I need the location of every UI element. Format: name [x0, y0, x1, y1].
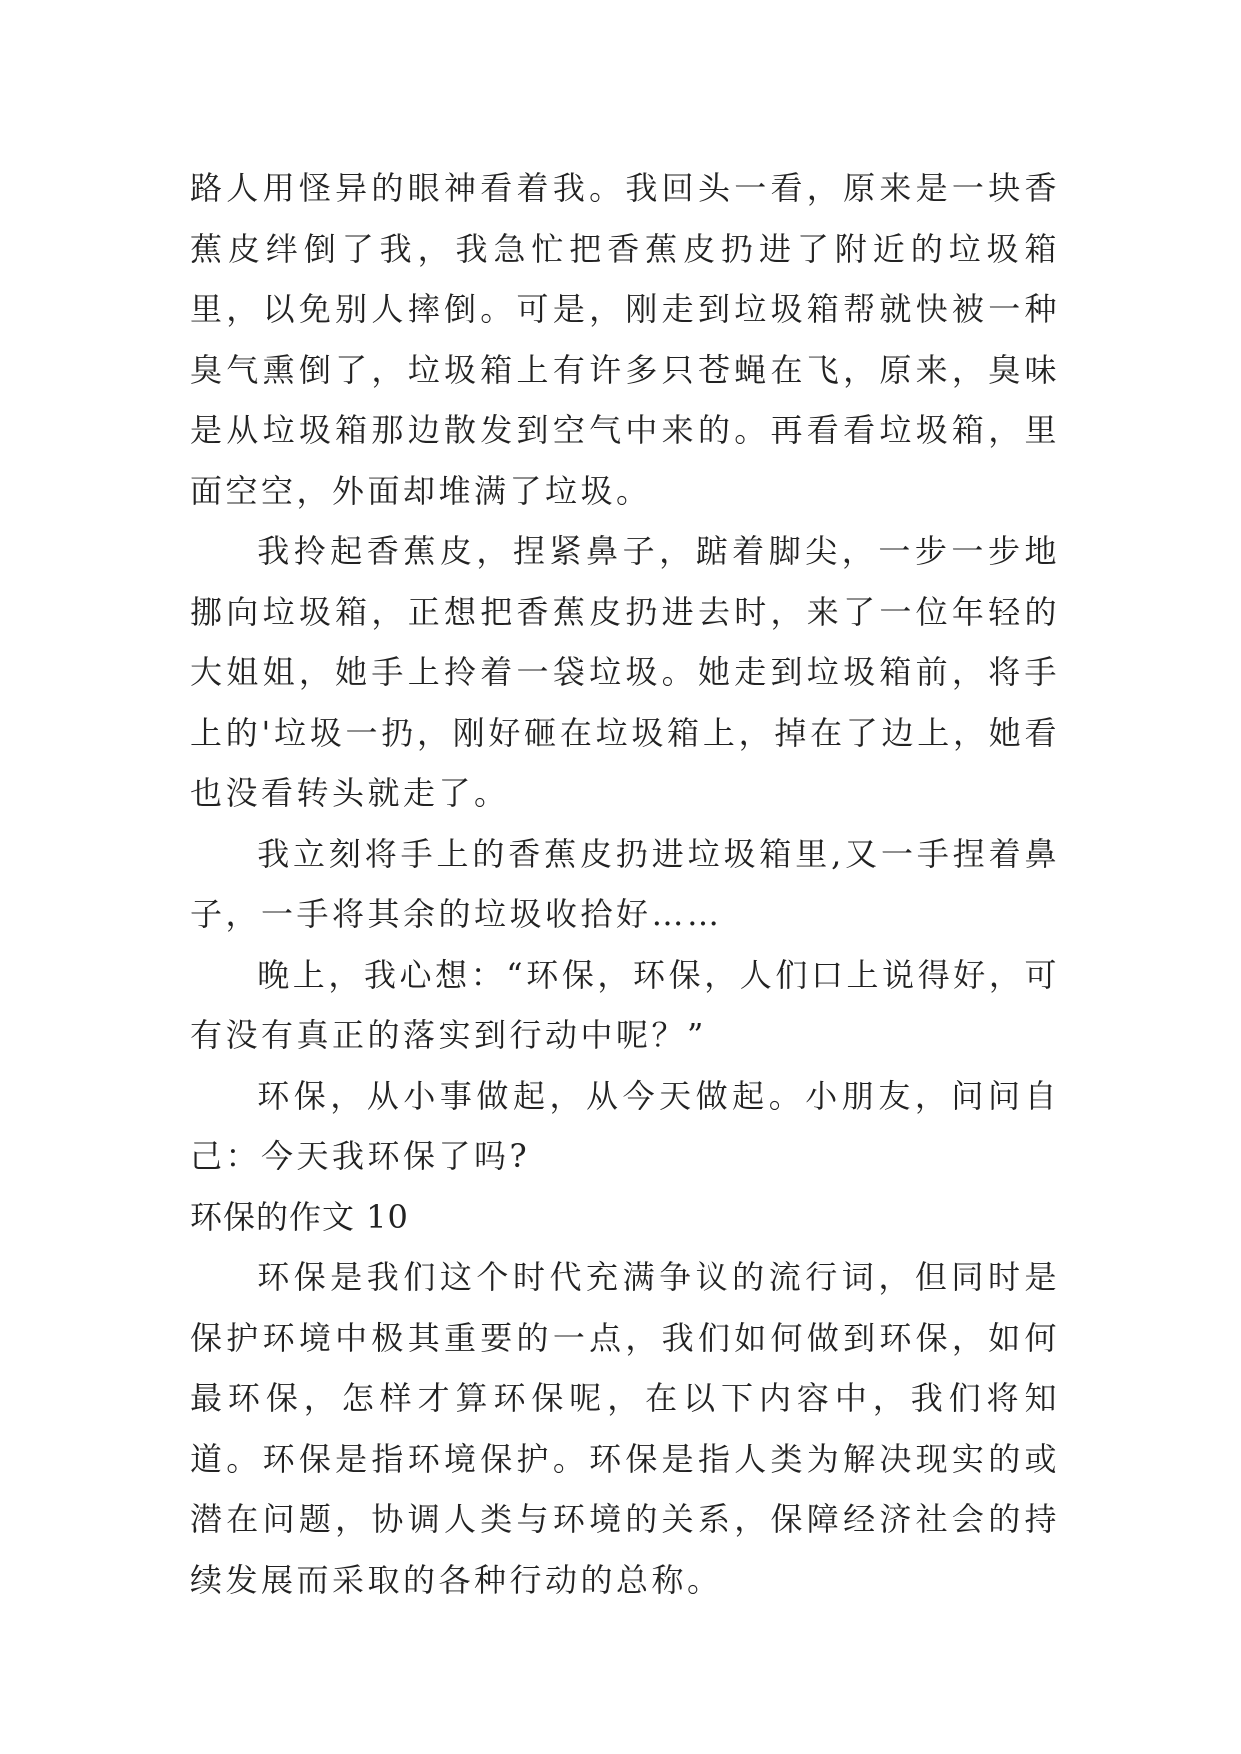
paragraph-evening-thought: 晚上，我心想：“环保，环保，人们口上说得好，可有没有真正的落实到行动中呢？” [190, 955, 1060, 1054]
paragraph-continuation: 路人用怪异的眼神看着我。我回头一看，原来是一块香蕉皮绊倒了我，我急忙把香蕉皮扔进了附近的垃圾箱里，以免别人摔倒。可是，刚走到垃圾箱帮就快被一种臭气熏倒了，垃圾箱上有许多只苍蝇在飞，原来，臭味是从垃圾箱那边散发到空气中来的。再看看垃圾箱，里面空空，外面却堆满了垃圾。 [190, 169, 1060, 510]
paragraph-cleanup: 我立刻将手上的香蕉皮扔进垃圾箱里,又一手捏着鼻子，一手将其余的垃圾收拾好…… [190, 834, 1060, 933]
essay-heading: 环保的作文 10 [190, 1197, 409, 1236]
document-body [190, 158, 1060, 1610]
paragraph-essay-intro: 环保是我们这个时代充满争议的流行词，但同时是保护环境中极其重要的一点，我们如何做到环保，如何最环保，怎样才算环保呢，在以下内容中，我们将知道。环保是指环境保护。环保是指人类为解决现实的或潜在问题，协调人类与环境的关系，保障经济社会的持续发展而采取的各种行动的总称。 [190, 1258, 1060, 1599]
paragraph-banana-peel: 我拎起香蕉皮，捏紧鼻子，踮着脚尖，一步一步地挪向垃圾箱，正想把香蕉皮扔进去时，来了一位年轻的大姐姐，她手上拎着一袋垃圾。她走到垃圾箱前，将手上的'垃圾一扔，刚好砸在垃圾箱上，掉在了边上，她看也没看转头就走了。 [190, 532, 1060, 812]
paragraph-conclusion: 环保，从小事做起，从今天做起。小朋友，问问自己：今天我环保了吗? [190, 1076, 1060, 1175]
